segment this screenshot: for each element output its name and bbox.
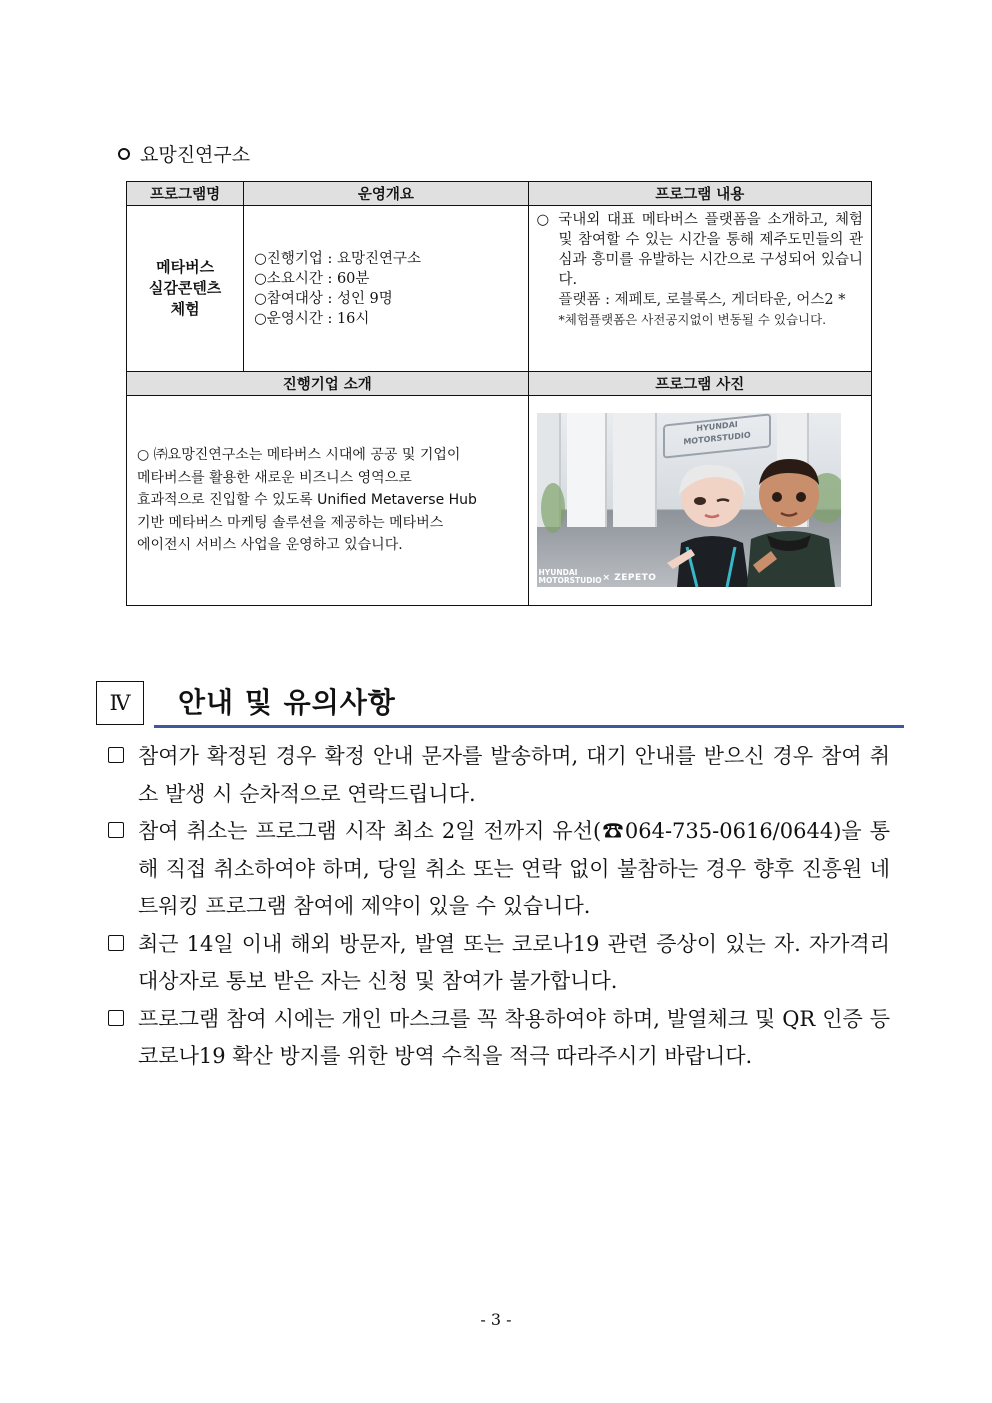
program-name-line: 체험 xyxy=(170,300,200,318)
header-company: 진행기업 소개 xyxy=(127,372,529,396)
overview-line: ○진행기업 : 요망진연구소 xyxy=(254,250,421,267)
photo-collab-label: × ZEPETO xyxy=(602,573,657,583)
chapter-number-box: Ⅳ xyxy=(96,681,144,725)
notice-text: 프로그램 참여 시에는 개인 마스크를 꼭 착용하여야 하며, 발열체크 및 QR 인증 등 코로나19 확산 방지를 위한 방역 수칙을 적극 따라주시기 바랍니다. xyxy=(138,1006,890,1068)
company-line: 메타버스를 활용한 새로운 비즈니스 영역으로 xyxy=(137,469,412,486)
header-program-name: 프로그램명 xyxy=(127,182,244,206)
content-cell xyxy=(528,206,871,372)
overview-line: ○운영시간 : 16시 xyxy=(254,310,370,327)
company-line: 에이전시 서비스 사업을 운영하고 있습니다. xyxy=(137,537,403,554)
photo-cell xyxy=(528,396,871,606)
table-row xyxy=(127,206,872,372)
showroom-sign xyxy=(663,413,771,458)
content-note: *체험플랫폼은 사전공지없이 변동될 수 있습니다. xyxy=(558,312,827,327)
notice-text: 참여가 확정된 경우 확정 안내 문자를 발송하며, 대기 안내를 받으신 경우 참여 취소 발생 시 순차적으로 연락드립니다. xyxy=(138,744,890,806)
program-name-line: 메타버스 xyxy=(156,258,215,276)
notice-list xyxy=(104,738,890,1076)
square-bullet-icon xyxy=(108,822,124,838)
company-line: 효과적으로 진입할 수 있도록 Unified Metaverse Hub xyxy=(137,492,477,509)
program-name-cell xyxy=(127,206,244,372)
table-row xyxy=(127,396,872,606)
header-content: 프로그램 내용 xyxy=(528,182,871,206)
content-description: ○ 국내외 대표 메타버스 플랫폼을 소개하고, 체험 및 참여할 수 있는 시간을 통해 제주도민들의 관심과 흥미를 유발하는 시간으로 구성되어 있습니다. xyxy=(536,212,863,288)
company-line: 기반 메타버스 마케팅 솔루션을 제공하는 메타버스 xyxy=(137,514,444,531)
avatar-right-illustration xyxy=(737,455,841,587)
brand-line: HYUNDAI xyxy=(538,568,578,577)
square-bullet-icon xyxy=(108,1010,124,1026)
section-title: 요망진연구소 xyxy=(140,144,251,166)
ring-bullet-icon xyxy=(118,148,130,160)
list-item xyxy=(104,926,890,1001)
table-header-row xyxy=(127,372,872,396)
program-table xyxy=(126,181,872,606)
square-bullet-icon xyxy=(108,747,124,763)
list-item xyxy=(104,1001,890,1076)
notice-text: 참여 취소는 프로그램 시작 최소 2일 전까지 유선(☎064-735-0616/0644)을 통해 직접 취소하여야 하며, 당일 취소 또는 연락 없이 불참하는 경우 향후 진흥원 네트워킹 프로그램 참여에 제약이 있을 수 있습니다. xyxy=(138,819,890,918)
sign-line: MOTORSTUDIO xyxy=(682,430,751,447)
header-overview: 운영개요 xyxy=(244,182,528,206)
table-header-row xyxy=(127,182,872,206)
section-heading xyxy=(118,140,250,167)
header-photo: 프로그램 사진 xyxy=(528,372,871,396)
brand-line: MOTORSTUDIO xyxy=(538,576,602,585)
page-number: - 3 - xyxy=(480,1310,512,1329)
photo-brand xyxy=(539,569,602,585)
content-platforms: 플랫폼 : 제페토, 로블록스, 게더타운, 어스2 * xyxy=(558,292,846,308)
program-photo xyxy=(537,413,841,587)
list-item xyxy=(104,738,890,813)
overview-cell xyxy=(244,206,528,372)
company-line: ○ ㈜요망진연구소는 메타버스 시대에 공공 및 기업이 xyxy=(137,447,461,464)
square-bullet-icon xyxy=(108,935,124,951)
overview-line: ○소요시간 : 60분 xyxy=(254,270,370,287)
sign-line: HYUNDAI xyxy=(695,419,738,434)
overview-line: ○참여대상 : 성인 9명 xyxy=(254,290,393,307)
list-item xyxy=(104,813,890,926)
company-cell xyxy=(127,396,529,606)
chapter-underline xyxy=(154,725,904,728)
program-name-line: 실감콘텐츠 xyxy=(148,279,222,297)
notice-text: 최근 14일 이내 해외 방문자, 발열 또는 코로나19 관련 증상이 있는 자. 자가격리 대상자로 통보 받은 자는 신청 및 참여가 불가합니다. xyxy=(138,931,890,993)
chapter-title: 안내 및 유의사항 xyxy=(178,686,396,719)
